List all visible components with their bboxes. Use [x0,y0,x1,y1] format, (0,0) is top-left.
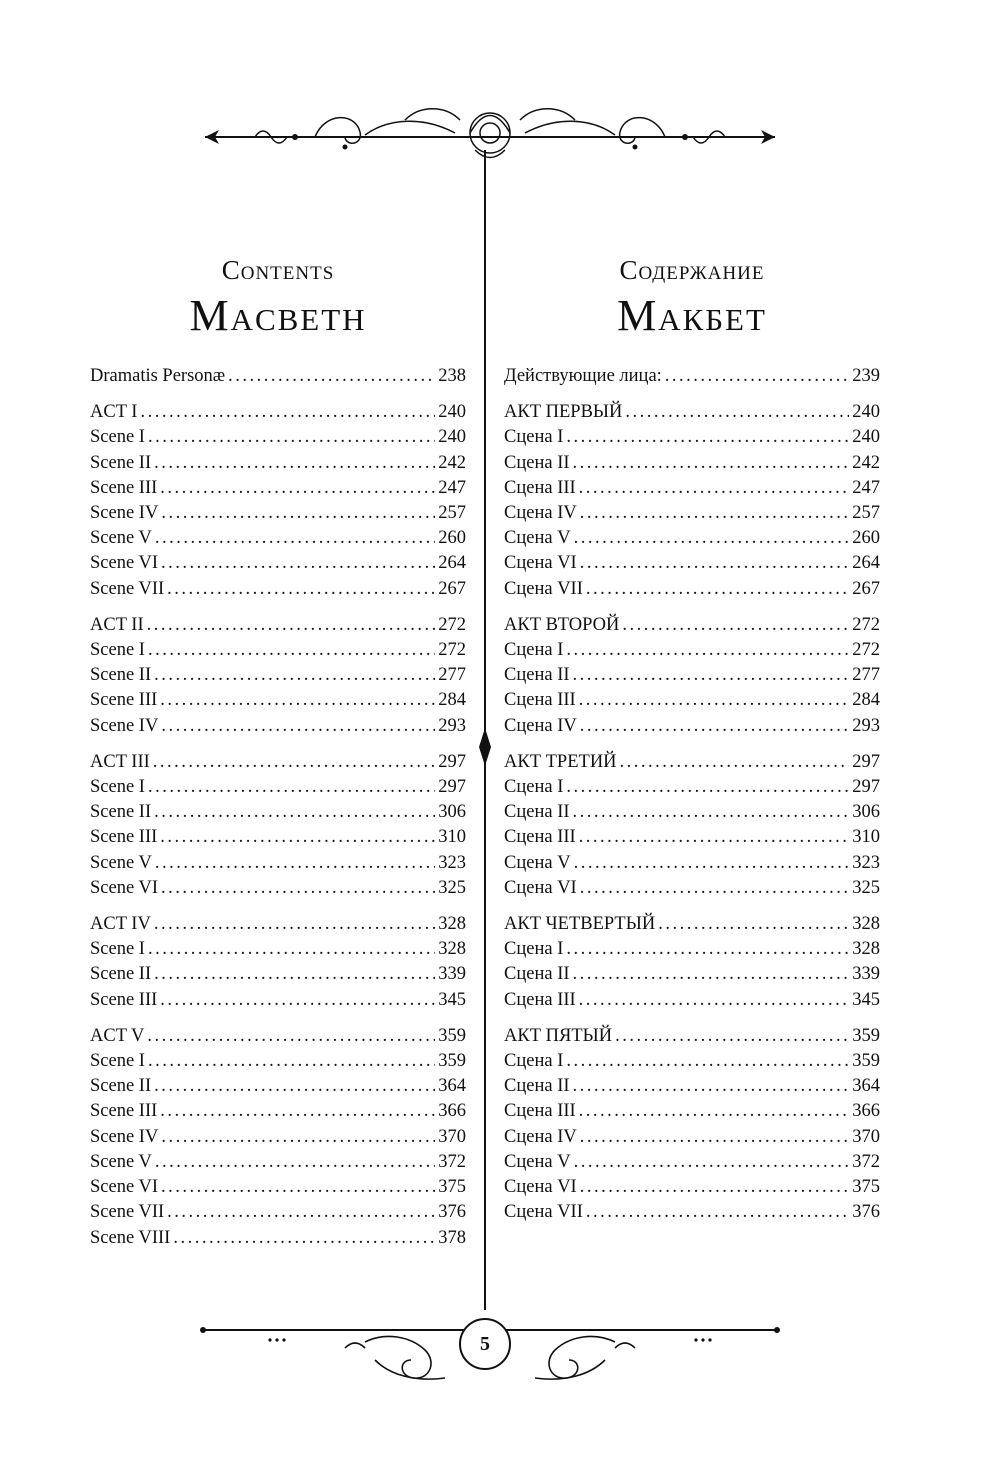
toc-entry-label: Scene II [90,964,152,985]
dot-leader [161,1125,435,1150]
toc-entry-label: ACT I [90,402,138,423]
toc-entry [90,1024,466,1049]
dot-leader [579,825,850,850]
toc-entry [504,1200,880,1225]
toc-entry [504,775,880,800]
toc-entry-page: 306 [438,802,466,823]
dot-leader [574,526,850,551]
toc-group [90,613,466,739]
dot-leader [566,937,849,962]
toc-entry-label: Сцена VII [504,578,583,599]
dot-leader [579,476,850,501]
dot-leader [622,613,849,638]
toc-entry-label: Сцена I [504,1051,564,1072]
toc-entry-page: 376 [852,1202,880,1223]
toc-entry [504,501,880,526]
toc-entry [90,825,466,850]
toc-entry-page: 364 [852,1076,880,1097]
toc-entry [90,1074,466,1099]
dot-leader [573,1074,850,1099]
dot-leader [148,425,435,450]
toc-entry-label: Сцена III [504,827,576,848]
toc-group [504,613,880,739]
toc-entry [504,577,880,602]
toc-entry-label: Dramatis Personæ [90,366,226,386]
dot-leader [566,425,849,450]
toc-entry-page: 272 [438,614,466,635]
dot-leader [155,1150,435,1175]
dot-leader [147,1024,435,1049]
toc-entry [504,638,880,663]
toc-entry [90,800,466,825]
toc-entry-page: 257 [852,503,880,524]
dot-leader [573,962,850,987]
toc-entry [504,1024,880,1049]
dot-leader [154,663,435,688]
toc-entry-page: 339 [852,964,880,985]
toc-entry-page: 328 [438,914,466,935]
dot-leader [167,1200,435,1225]
toc-group [504,750,880,901]
toc-entry-page: 339 [438,964,466,985]
toc-entry-label: Сцена III [504,690,576,711]
toc-entry-page: 260 [438,528,466,549]
toc-entry-page: 310 [852,827,880,848]
toc-entry-page: 267 [852,578,880,599]
toc-entry-label: Scene VII [90,578,165,599]
toc-entry-page: 247 [438,477,466,498]
toc-entry [90,1150,466,1175]
dot-leader [574,851,850,876]
toc-entry [90,1099,466,1124]
toc-entry-page: 264 [438,553,466,574]
dot-leader [140,400,435,425]
toc-entry-page: 366 [852,1101,880,1122]
toc-entry-page: 370 [852,1126,880,1147]
toc-entry-label: ACT III [90,751,150,772]
toc-entry-page: 240 [852,402,880,423]
toc-entry [90,613,466,638]
dot-leader [579,1099,850,1124]
toc-entry-page: 240 [852,427,880,448]
toc-entry-page: 247 [852,477,880,498]
toc-entry-page: 323 [852,852,880,873]
toc-entry [90,400,466,425]
toc-entry [504,988,880,1013]
dot-leader [154,912,435,937]
toc-entry [90,775,466,800]
toc-entry-label: Scene II [90,1076,152,1097]
toc-entry [504,1074,880,1099]
dot-leader [173,1226,435,1251]
toc-entry [504,1125,880,1150]
toc-entry-label: Scene V [90,1151,152,1172]
dot-leader [228,364,435,389]
toc-entry-label: Scene III [90,477,158,498]
toc-entry [504,613,880,638]
play-title-ru: Макбет [617,291,767,340]
toc-entry-page: 260 [852,528,880,549]
toc-entry [90,988,466,1013]
toc-entry-page: 328 [438,939,466,960]
toc-entry-label: АКТ ТРЕТИЙ [504,751,617,772]
toc-entry-label: Scene II [90,665,152,686]
toc-entry-page: 242 [438,452,466,473]
toc-entry [90,750,466,775]
toc-entry [504,876,880,901]
toc-entry [90,876,466,901]
dot-leader [580,1125,850,1150]
dot-leader [574,1150,850,1175]
toc-entry-label: Сцена V [504,528,571,549]
toc-group [504,1024,880,1226]
dot-leader [573,800,850,825]
toc-entry-label: Scene III [90,989,158,1010]
toc-entry-label: Scene I [90,939,145,960]
toc-entry-page: 272 [438,640,466,661]
toc-entry-label: Scene VI [90,553,158,574]
russian-contents-column [504,250,880,1237]
dot-leader [586,1200,849,1225]
toc-entry-label: Сцена V [504,852,571,873]
toc-entry-page: 364 [438,1076,466,1097]
toc-entry-page: 267 [438,578,466,599]
dot-leader [615,1024,849,1049]
toc-entry-page: 257 [438,503,466,524]
dot-leader [573,451,850,476]
toc-entry-page: 359 [852,1025,880,1046]
toc-entry-page: 306 [852,802,880,823]
dot-leader [154,451,435,476]
toc-entry-label: Сцена IV [504,1126,577,1147]
toc-entry-page: 359 [438,1025,466,1046]
toc-entry-label: Scene VIII [90,1227,171,1248]
toc-entry-page: 378 [438,1227,466,1248]
english-contents-column [90,250,466,1262]
dot-leader [566,1049,849,1074]
toc-entry-label: Сцена II [504,964,570,985]
dot-leader [580,551,850,576]
toc-group [90,750,466,901]
toc-entry-page: 376 [438,1202,466,1223]
toc-entry [504,851,880,876]
toc-entry [504,364,880,389]
toc-entry-label: Scene III [90,827,158,848]
dot-leader [160,825,435,850]
dot-leader [573,663,850,688]
toc-entry-label: Scene V [90,528,152,549]
toc-entry-label: Scene VI [90,1177,158,1198]
toc-entry-label: Сцена VII [504,1202,583,1223]
toc-entry-page: 359 [438,1051,466,1072]
toc-entry [504,750,880,775]
toc-entry-page: 297 [438,777,466,798]
toc-entry [90,714,466,739]
toc-entry-label: Сцена I [504,939,564,960]
toc-entry-page: 366 [438,1101,466,1122]
dot-leader [155,526,435,551]
contents-title: Contents [221,255,335,285]
toc-entry [504,714,880,739]
toc-entry [504,476,880,501]
toc-entry-label: Scene IV [90,715,159,736]
toc-entry [90,1049,466,1074]
toc-entry [90,425,466,450]
toc-entry-page: 293 [852,715,880,736]
toc-entry-label: ACT V [90,1025,145,1046]
toc-entry [504,1049,880,1074]
toc-group [90,1024,466,1251]
dot-leader [154,800,435,825]
toc-entry-label: Scene II [90,802,152,823]
toc-entry-label: АКТ ПЯТЫЙ [504,1025,613,1046]
dot-leader [148,638,435,663]
toc-entry [504,425,880,450]
toc-entry [504,937,880,962]
toc-entry-page: 240 [438,402,466,423]
toc-entry [90,638,466,663]
dot-leader [586,577,849,602]
toc-entry-page: 284 [438,690,466,711]
toc-entry-label: Scene IV [90,503,159,524]
toc-entry-label: Scene I [90,427,145,448]
dot-leader [566,638,849,663]
dot-leader [167,577,435,602]
toc-entry-page: 345 [852,989,880,1010]
toc-entry-label: Сцена III [504,477,576,498]
toc-entry [504,1175,880,1200]
toc-entry [504,551,880,576]
toc-entry-page: 239 [852,366,880,386]
toc-entry [90,1226,466,1251]
toc-entry-label: ACT IV [90,914,151,935]
toc-entry-label: Сцена IV [504,715,577,736]
toc-entry [90,1125,466,1150]
toc-entry-page: 359 [852,1051,880,1072]
toc-entry-page: 375 [438,1177,466,1198]
toc-entry [504,1150,880,1175]
toc-entry-page: 325 [438,877,466,898]
toc-entry-label: Сцена II [504,1076,570,1097]
toc-entry-page: 264 [852,553,880,574]
dot-leader [148,775,435,800]
dot-leader [160,688,435,713]
toc-entry-label: Scene VI [90,877,158,898]
toc-entry-label: Сцена I [504,427,564,448]
toc-entry-label: Сцена II [504,665,570,686]
dot-leader [580,501,850,526]
dot-leader [153,750,435,775]
russian-heading [504,250,880,342]
toc-entry-label: Сцена III [504,989,576,1010]
toc-entry [90,688,466,713]
dot-leader [155,851,435,876]
dot-leader [579,988,850,1013]
russian-toc [504,364,880,1226]
toc-entry-label: Сцена I [504,777,564,798]
toc-entry-label: Сцена V [504,1151,571,1172]
dot-leader [148,937,435,962]
dot-leader [148,1049,435,1074]
toc-entry-page: 328 [852,939,880,960]
toc-entry-page: 375 [852,1177,880,1198]
dot-leader [161,501,435,526]
dot-leader [161,876,435,901]
toc-entry-page: 328 [852,914,880,935]
dot-leader [160,476,435,501]
toc-entry-page: 277 [852,665,880,686]
toc-group [504,364,880,389]
dot-leader [147,613,436,638]
toc-entry-page: 323 [438,852,466,873]
toc-group [504,912,880,1013]
toc-entry [504,912,880,937]
dot-leader [566,775,849,800]
toc-entry-label: АКТ ПЕРВЫЙ [504,402,623,423]
toc-entry [90,912,466,937]
toc-entry-label: Сцена VI [504,877,577,898]
toc-entry-page: 238 [438,366,466,386]
toc-entry [90,551,466,576]
toc-entry-page: 372 [438,1151,466,1172]
dot-leader [580,876,850,901]
toc-entry [90,476,466,501]
toc-entry-label: Scene I [90,777,145,798]
page-number: 5 [459,1318,511,1370]
toc-entry [504,825,880,850]
toc-entry-label: Сцена VI [504,553,577,574]
toc-entry [504,688,880,713]
dot-leader [161,714,435,739]
toc-entry-label: Scene V [90,852,152,873]
toc-entry-label: АКТ ЧЕТВЕРТЫЙ [504,914,656,935]
english-heading [90,250,466,342]
toc-entry [90,364,466,389]
toc-entry [90,851,466,876]
dot-leader [154,962,435,987]
toc-group [504,400,880,602]
toc-group [90,400,466,602]
toc-entry-page: 272 [852,614,880,635]
toc-entry [504,451,880,476]
toc-entry-page: 240 [438,427,466,448]
toc-entry-label: Scene I [90,1051,145,1072]
toc-entry-label: Сцена II [504,802,570,823]
toc-entry-label: Сцена IV [504,503,577,524]
toc-entry-page: 297 [438,751,466,772]
toc-group [90,364,466,389]
toc-entry [504,663,880,688]
toc-entry-page: 284 [852,690,880,711]
dot-leader [580,714,850,739]
toc-entry-label: Сцена II [504,452,570,473]
dot-leader [620,750,850,775]
toc-entry-label: Сцена III [504,1101,576,1122]
toc-entry [90,937,466,962]
toc-entry-label: Сцена I [504,640,564,661]
dot-leader [580,1175,850,1200]
toc-entry-label: Scene IV [90,1126,159,1147]
dot-leader [579,688,850,713]
toc-entry [90,577,466,602]
toc-entry [90,451,466,476]
toc-entry-page: 370 [438,1126,466,1147]
toc-entry-page: 372 [852,1151,880,1172]
toc-entry [90,663,466,688]
toc-entry [90,962,466,987]
dot-leader [160,1099,435,1124]
toc-entry-label: Scene VII [90,1202,165,1223]
toc-entry-label: Scene III [90,690,158,711]
toc-entry-label: Scene II [90,452,152,473]
toc-entry-page: 297 [852,751,880,772]
toc-entry [90,1200,466,1225]
toc-entry-page: 345 [438,989,466,1010]
toc-entry [90,526,466,551]
toc-entry-page: 325 [852,877,880,898]
toc-entry-page: 293 [438,715,466,736]
toc-entry [504,962,880,987]
toc-entry [90,1175,466,1200]
dot-leader [161,1175,435,1200]
toc-entry-label: Scene I [90,640,145,661]
toc-entry-label: Сцена VI [504,1177,577,1198]
top-floral-ornament [195,95,785,165]
toc-entry [504,526,880,551]
toc-entry-page: 277 [438,665,466,686]
dot-leader [658,912,849,937]
toc-entry-page: 310 [438,827,466,848]
toc-group [90,912,466,1013]
toc-entry [504,400,880,425]
dot-leader [154,1074,435,1099]
dot-leader [161,551,435,576]
toc-entry-page: 242 [852,452,880,473]
toc-entry-label: ACT II [90,614,144,635]
contents-title-ru: Содержание [619,255,765,285]
toc-entry-label: Действующие лица: [504,366,662,386]
toc-entry [504,1099,880,1124]
dot-leader [665,364,849,389]
play-title: Macbeth [189,291,367,340]
toc-entry-page: 297 [852,777,880,798]
toc-entry-label: АКТ ВТОРОЙ [504,614,620,635]
toc-entry-page: 272 [852,640,880,661]
toc-entry [90,501,466,526]
dot-leader [160,988,435,1013]
dot-leader [625,400,849,425]
divider-diamond-ornament [478,728,492,766]
english-toc [90,364,466,1251]
toc-entry-label: Scene III [90,1101,158,1122]
toc-entry [504,800,880,825]
